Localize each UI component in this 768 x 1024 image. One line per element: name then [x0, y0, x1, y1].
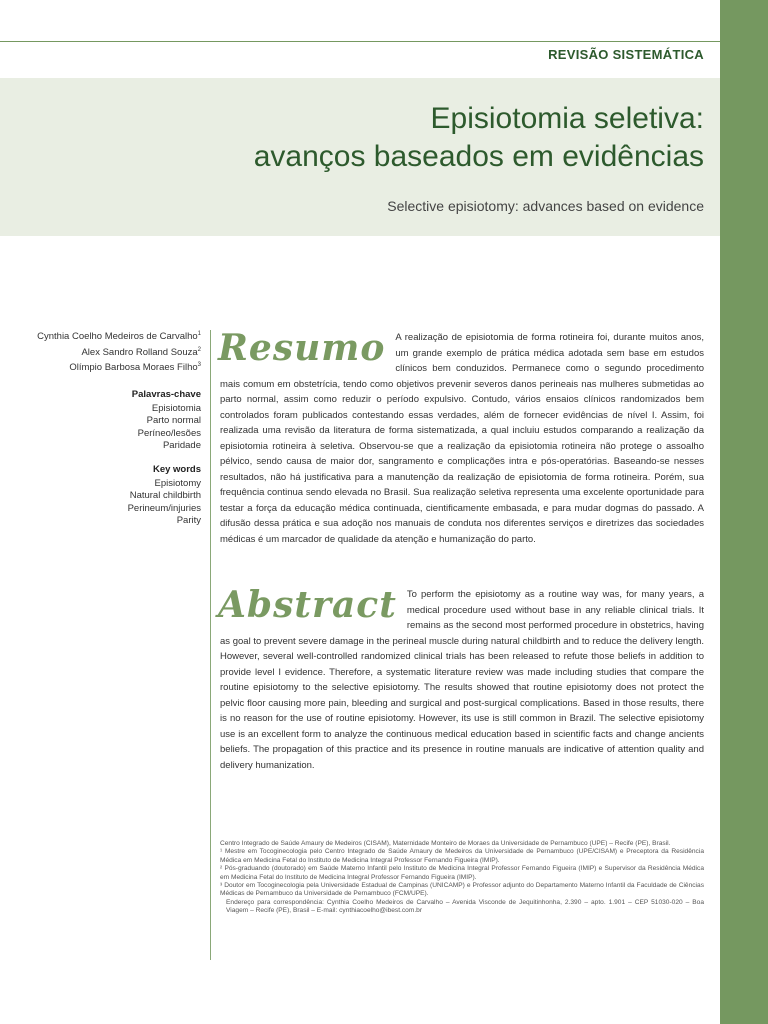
keyword: Perineum/injuries [127, 502, 201, 514]
footnotes [220, 840, 704, 916]
resumo-section [218, 327, 704, 547]
resumo-heading: Resumo [218, 327, 386, 369]
keyword: Episiotomia [151, 402, 201, 414]
keyword: Parto normal [146, 415, 201, 426]
column-divider [210, 330, 211, 960]
keyword: Paridade [162, 440, 201, 451]
article-subtitle: Selective episiotomy: advances based on evidence [387, 198, 704, 214]
side-accent-bar [720, 0, 768, 1024]
article-title [104, 100, 704, 176]
author: Cynthia Coelho Medeiros de Carvalho$^1$ [37, 331, 201, 343]
author-list [1, 328, 201, 375]
footnote-1: ¹ Mestre em Tocoginecologia pelo Centro Integrado de Saúde Amaury de Medeiros da Universidade de Pernambuco (UPE/CISAM) e Preceptora da Residência Médica em Medicina Fetal do Instituto de Medicina Integral Professor Fernando Figueira (IMIP). [220, 848, 704, 864]
author: Olímpio Barbosa Moraes Filho$^3$ [69, 362, 201, 374]
keywords-en-heading: Key words [152, 464, 201, 475]
keywords-pt [1, 389, 201, 453]
footnote-institution: Centro Integrado de Saúde Amaury de Medeiros (CISAM), Maternidade Monteiro de Moraes da Universidade de Pernambuco (UPE) – Recife (PE), Brasil. [220, 840, 671, 847]
footnote-2: ² Pós-graduando (doutorado) em Saúde Materno Infantil pelo Instituto de Medicina Integral Professor Fernando Figueira (IMIP) e Supervisor da Residência Médica em Medicina Fetal do Instituto de Medicina Integral Professor Fernando Figueira (IMIP). [220, 865, 704, 881]
resumo-text: A realização de episiotomia de forma rotineira foi, durante muitos anos, um grande exemplo de prática médica adotada sem base em estudos clínicos bem conduzidos. Permanece como o segundo procedimento mais comum em obstetrícia, tendo como objetivos prevenir severos danos perineais nas mulheres submetidas ao parto normal, assim como reduzir o período expulsivo. Contudo, vários ensaios clínicos randomizados bem controlados foram publicados contestando essas verdades, além de fornecer evidências de nível I. Assim, foi realizada uma revisão da literatura de forma sistematizada, a qual incluiu estudos comparando a realização da episiotomia rotineira à seletiva. Observou-se que a realização da episiotomia rotineira não protege o assoalho pélvico, sendo causa de maior dor, sangramento e complicações intra e pós-operatórias. Baseando-se nesses resultados, não há justificativa para a manutenção da realização de episiotomia de forma rotineira. Porém, sua frequência continua sendo elevada no Brasil. Sua realização seletiva representa uma excelente oportunidade para testar a força da educação médica continuada, cientificamente embasada, e para mudar dogmas do passado. A difusão dessa prática e sua adoção nos manuais de conduta nos diferentes serviços e diretrizes das sociedades médicas é um marcador de qualidade da atenção e humanização do parto. [220, 332, 704, 545]
correspondence-address: Endereço para correspondência: Cynthia Coelho Medeiros de Carvalho – Avenida Visconde de Jequitinhonha, 2.390 – apto. 1.901 – CEP 51030-020 – Boa Viagem – Recife (PE), Brasil – E-mail: cynthiacoelho@ibest.com.br [226, 898, 704, 915]
author: Alex Sandro Rolland Souza$^2$ [81, 346, 201, 358]
header-rule [0, 41, 720, 42]
abstract-text: To perform the episiotomy as a routine way was, for many years, a medical procedure used without base in any reliable clinical trials. It remains as the second most performed procedure in obstetrics, having as goal to prevent severe damage in the perineal muscle during natural childbirth and to reduce the delivery length. However, several well-controlled randomized clinical trials has been released to refute those beliefs in addition to provide level I evidence. Therefore, a systematic literature review was made including studies that compare the routine episiotomy to the selective episiotomy. The results showed that routine episiotomy does not protect the pelvic floor causing more pain, bleeding and surgical and post-surgical complications. Based in those results, there is no reason for the use of routine episiotomy. However, its use is still common in Brazil. The selective episiotomy use is an excellent form to analyze the continuous medical education based in scientific facts and change ancients beliefs. The propagation of this practice and its presence in routine manuals are indicative of attention quality and delivery humanization. [220, 589, 704, 771]
abstract-section [218, 584, 704, 773]
keyword: Natural childbirth [129, 490, 201, 501]
abstract-heading: Abstract [218, 584, 397, 626]
footnote-3: ³ Doutor em Tocoginecologia pela Universidade Estadual de Campinas (UNICAMP) e Professor adjunto do Departamento Materno Infantil da Faculdade de Ciências Médicas de Pernambuco da Universidade de Pernambuco (FCM/UPE). [220, 882, 704, 898]
keyword: Episiotomy [154, 477, 201, 489]
keyword: Parity [176, 515, 201, 526]
title-line-1: Episiotomia seletiva: [430, 102, 704, 135]
section-label: REVISÃO SISTEMÁTICA [548, 47, 704, 62]
keyword: Períneo/lesões [137, 427, 201, 439]
keywords-pt-heading: Palavras-chave [131, 389, 201, 400]
keywords-en [1, 464, 201, 528]
title-line-2: avanços baseados em evidências [253, 140, 704, 173]
